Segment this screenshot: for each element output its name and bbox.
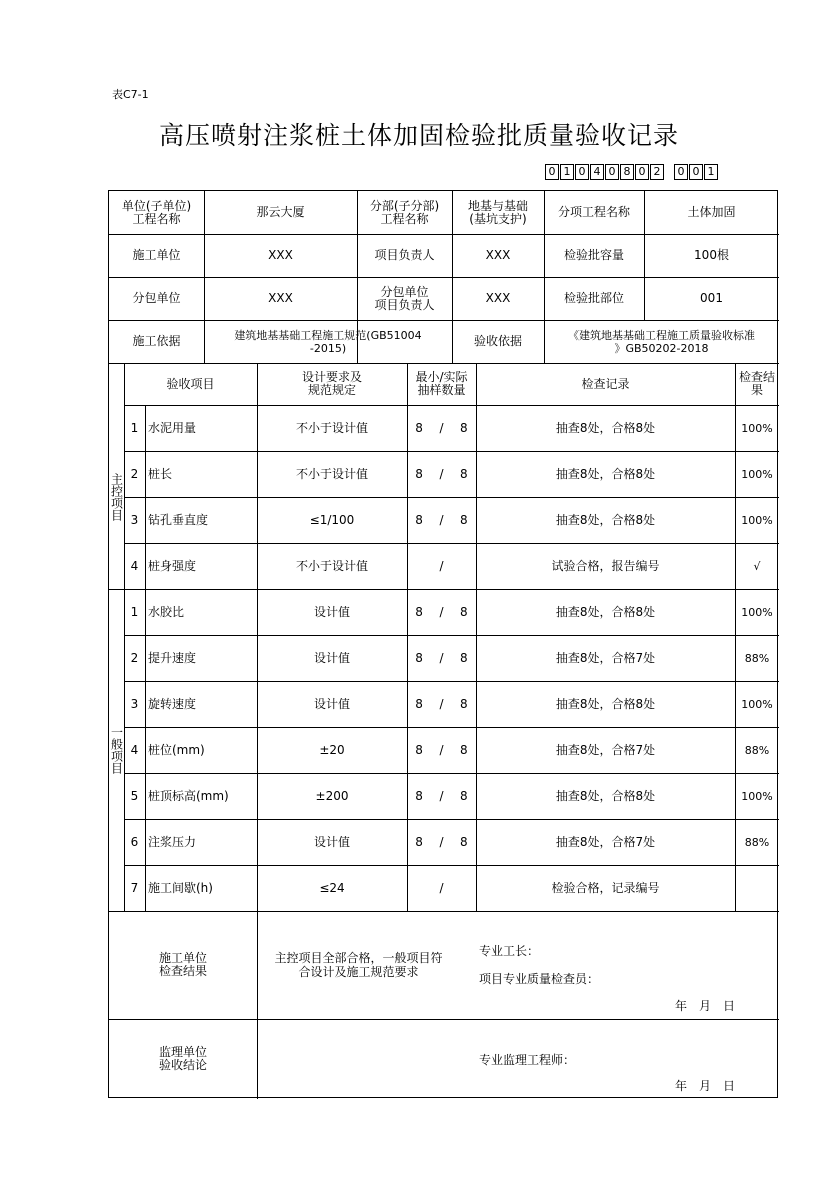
sub-part-value: 地基与基础 (基坑支护) (467, 198, 528, 226)
item-check-result: 100% (741, 605, 773, 619)
item-number: 2 (130, 650, 139, 665)
item-name: 桩长 (148, 466, 173, 481)
sub-part-label: 分部(子分部) 工程名称 (369, 198, 440, 226)
code-digit: 8 (620, 164, 634, 180)
item-check-record: 抽查8处，合格8处 (555, 420, 656, 435)
item-check-result: 100% (741, 467, 773, 481)
sample-min: 8 (415, 650, 423, 665)
foreman-label: 专业工长： (479, 944, 540, 958)
sample-actual: 8 (460, 742, 468, 757)
item-sample-count: 8 / 8 (415, 650, 468, 665)
item-number: 5 (130, 788, 139, 803)
sample-min: 8 (415, 696, 423, 711)
item-number: 7 (130, 880, 139, 895)
item-check-record: 抽查8处，合格8处 (555, 512, 656, 527)
batch-capacity-value: 100根 (694, 248, 729, 262)
sample-min: 8 (415, 466, 423, 481)
item-check-record: 抽查8处，合格8处 (555, 466, 656, 481)
sample-actual: 8 (460, 604, 468, 619)
batch-code (545, 164, 719, 180)
item-check-record: 检验合格，记录编号 (551, 880, 660, 895)
unit-project-label: 单位(子单位) 工程名称 (121, 198, 192, 226)
item-sample-count: 8 / 8 (415, 512, 468, 527)
item-number: 6 (130, 834, 139, 849)
item-sample-count: 8 / 8 (415, 788, 468, 803)
item-sample-count (407, 865, 476, 911)
project-manager-value: XXX (485, 248, 511, 262)
item-check-record: 抽查8处，合格8处 (555, 788, 656, 803)
item-name: 施工间歇(h) (148, 880, 213, 895)
code-serial-digit: 1 (704, 164, 718, 180)
batch-capacity-label: 检验批容量 (563, 248, 624, 262)
code-digit: 0 (635, 164, 649, 180)
construction-check-date: 年 月 日 (675, 999, 736, 1013)
item-check-record: 试验合格，报告编号 (551, 558, 660, 573)
code-digit: 2 (650, 164, 664, 180)
item-check-result (735, 865, 779, 911)
col-design-header: 设计要求及 规范规定 (301, 370, 362, 397)
code-serial-digit: 0 (674, 164, 688, 180)
sub-item-label: 分项工程名称 (557, 205, 630, 219)
batch-location-label: 检验批部位 (563, 291, 624, 305)
construction-check-label: 施工单位 检查结果 (158, 951, 207, 978)
item-design-requirement: 不小于设计值 (295, 420, 368, 435)
code-digit: 4 (590, 164, 604, 180)
item-design-requirement: 设计值 (313, 834, 350, 849)
item-sample-count: 8 / 8 (415, 420, 468, 435)
item-name: 桩位(mm) (148, 742, 205, 757)
item-sample-count: 8 / 8 (415, 696, 468, 711)
item-design-requirement: 不小于设计值 (295, 466, 368, 481)
item-sample-count: 8 / 8 (415, 742, 468, 757)
item-design-requirement: 设计值 (313, 604, 350, 619)
item-name: 提升速度 (148, 650, 197, 665)
item-name: 旋转速度 (148, 696, 197, 711)
col-item-header: 验收项目 (166, 376, 215, 391)
subcontract-manager-value: XXX (485, 291, 511, 305)
item-check-record: 抽查8处，合格8处 (555, 604, 656, 619)
project-manager-label: 项目负责人 (374, 248, 435, 262)
item-check-record: 抽查8处，合格8处 (555, 696, 656, 711)
item-number: 3 (130, 512, 139, 527)
subcontract-unit-value: XXX (268, 291, 293, 305)
item-name: 水胶比 (148, 604, 185, 619)
sub-item-value: 土体加固 (687, 205, 736, 219)
code-digit: 0 (545, 164, 559, 180)
batch-location-value: 001 (700, 291, 723, 305)
acceptance-basis-value: 《建筑地基基础工程施工质量验收标准 》GB50202-2018 (568, 328, 755, 355)
item-name: 钻孔垂直度 (148, 512, 209, 527)
item-check-record: 抽查8处，合格7处 (555, 834, 656, 849)
sample-min: 8 (415, 834, 423, 849)
item-name: 水泥用量 (148, 420, 197, 435)
construction-basis-label: 施工依据 (132, 334, 181, 348)
code-digit: 0 (575, 164, 589, 180)
item-number: 4 (130, 742, 139, 757)
construction-check-conclusion: 主控项目全部合格，一般项目符 合设计及施工规范要求 (274, 951, 443, 979)
construction-basis-value: 建筑地基基础工程施工规范(GB51004 -2015) (234, 328, 422, 355)
col-result-header: 检查结 果 (738, 370, 775, 397)
code-digit: 1 (560, 164, 574, 180)
item-check-result: √ (753, 559, 761, 573)
item-design-requirement: ≤1/100 (309, 512, 355, 527)
sample-actual: 8 (460, 512, 468, 527)
supervision-engineer-label: 专业监理工程师： (479, 1053, 576, 1067)
general-group-label: 一般项目 (109, 726, 124, 774)
subcontract-manager-label: 分包单位 项目负责人 (374, 284, 435, 312)
construction-unit-label: 施工单位 (132, 248, 181, 262)
code-digit: 0 (605, 164, 619, 180)
sample-min: 8 (415, 742, 423, 757)
item-check-record: 抽查8处，合格7处 (555, 650, 656, 665)
item-check-result: 100% (741, 421, 773, 435)
item-design-requirement: 设计值 (313, 696, 350, 711)
item-name: 注浆压力 (148, 834, 197, 849)
item-design-requirement: ±20 (319, 742, 345, 757)
supervision-check-label: 监理单位 验收结论 (158, 1045, 207, 1072)
sample-min: 8 (415, 420, 423, 435)
item-number: 3 (130, 696, 139, 711)
item-design-requirement: ±200 (315, 788, 349, 803)
sample-actual: 8 (460, 696, 468, 711)
supervision-check-date: 年 月 日 (675, 1079, 736, 1093)
item-check-result: 100% (741, 789, 773, 803)
item-name: 桩顶标高(mm) (148, 788, 229, 803)
item-number: 2 (130, 466, 139, 481)
item-check-result: 88% (744, 651, 770, 665)
main-group-label: 主控项目 (109, 473, 124, 521)
item-number: 1 (130, 604, 139, 619)
sample-min: / (439, 880, 444, 895)
item-check-result: 100% (741, 513, 773, 527)
item-number: 1 (130, 420, 139, 435)
sample-actual: 8 (460, 466, 468, 481)
acceptance-table (108, 190, 778, 1098)
sample-actual: 8 (460, 420, 468, 435)
col-record-header: 检查记录 (581, 376, 630, 391)
item-sample-count: 8 / 8 (415, 604, 468, 619)
subcontract-unit-label: 分包单位 (132, 291, 181, 305)
sample-min: / (439, 558, 444, 573)
unit-project-value: 那云大厦 (256, 205, 305, 219)
item-design-requirement: 不小于设计值 (295, 558, 368, 573)
item-name: 桩身强度 (148, 558, 197, 573)
item-design-requirement: ≤24 (319, 880, 345, 895)
page-title: 高压喷射注浆桩土体加固检验批质量验收记录 (158, 121, 679, 150)
form-id: 表C7-1 (112, 88, 149, 101)
sample-actual: 8 (460, 788, 468, 803)
acceptance-basis-label: 验收依据 (473, 334, 522, 348)
sample-min: 8 (415, 788, 423, 803)
item-sample-count: 8 / 8 (415, 834, 468, 849)
item-number: 4 (130, 558, 139, 573)
item-check-record: 抽查8处，合格7处 (555, 742, 656, 757)
item-check-result: 100% (741, 697, 773, 711)
sample-actual: 8 (460, 650, 468, 665)
item-sample-count: 8 / 8 (415, 466, 468, 481)
item-check-result: 88% (744, 835, 770, 849)
sample-actual: 8 (460, 834, 468, 849)
item-sample-count (407, 543, 476, 589)
col-sample-header: 最小/实际 抽样数量 (415, 370, 468, 397)
sample-min: 8 (415, 512, 423, 527)
quality-inspector-label: 项目专业质量检查员： (479, 972, 600, 986)
code-serial-digit: 0 (689, 164, 703, 180)
item-design-requirement: 设计值 (313, 650, 350, 665)
sample-min: 8 (415, 604, 423, 619)
construction-unit-value: XXX (268, 248, 293, 262)
item-check-result: 88% (744, 743, 770, 757)
